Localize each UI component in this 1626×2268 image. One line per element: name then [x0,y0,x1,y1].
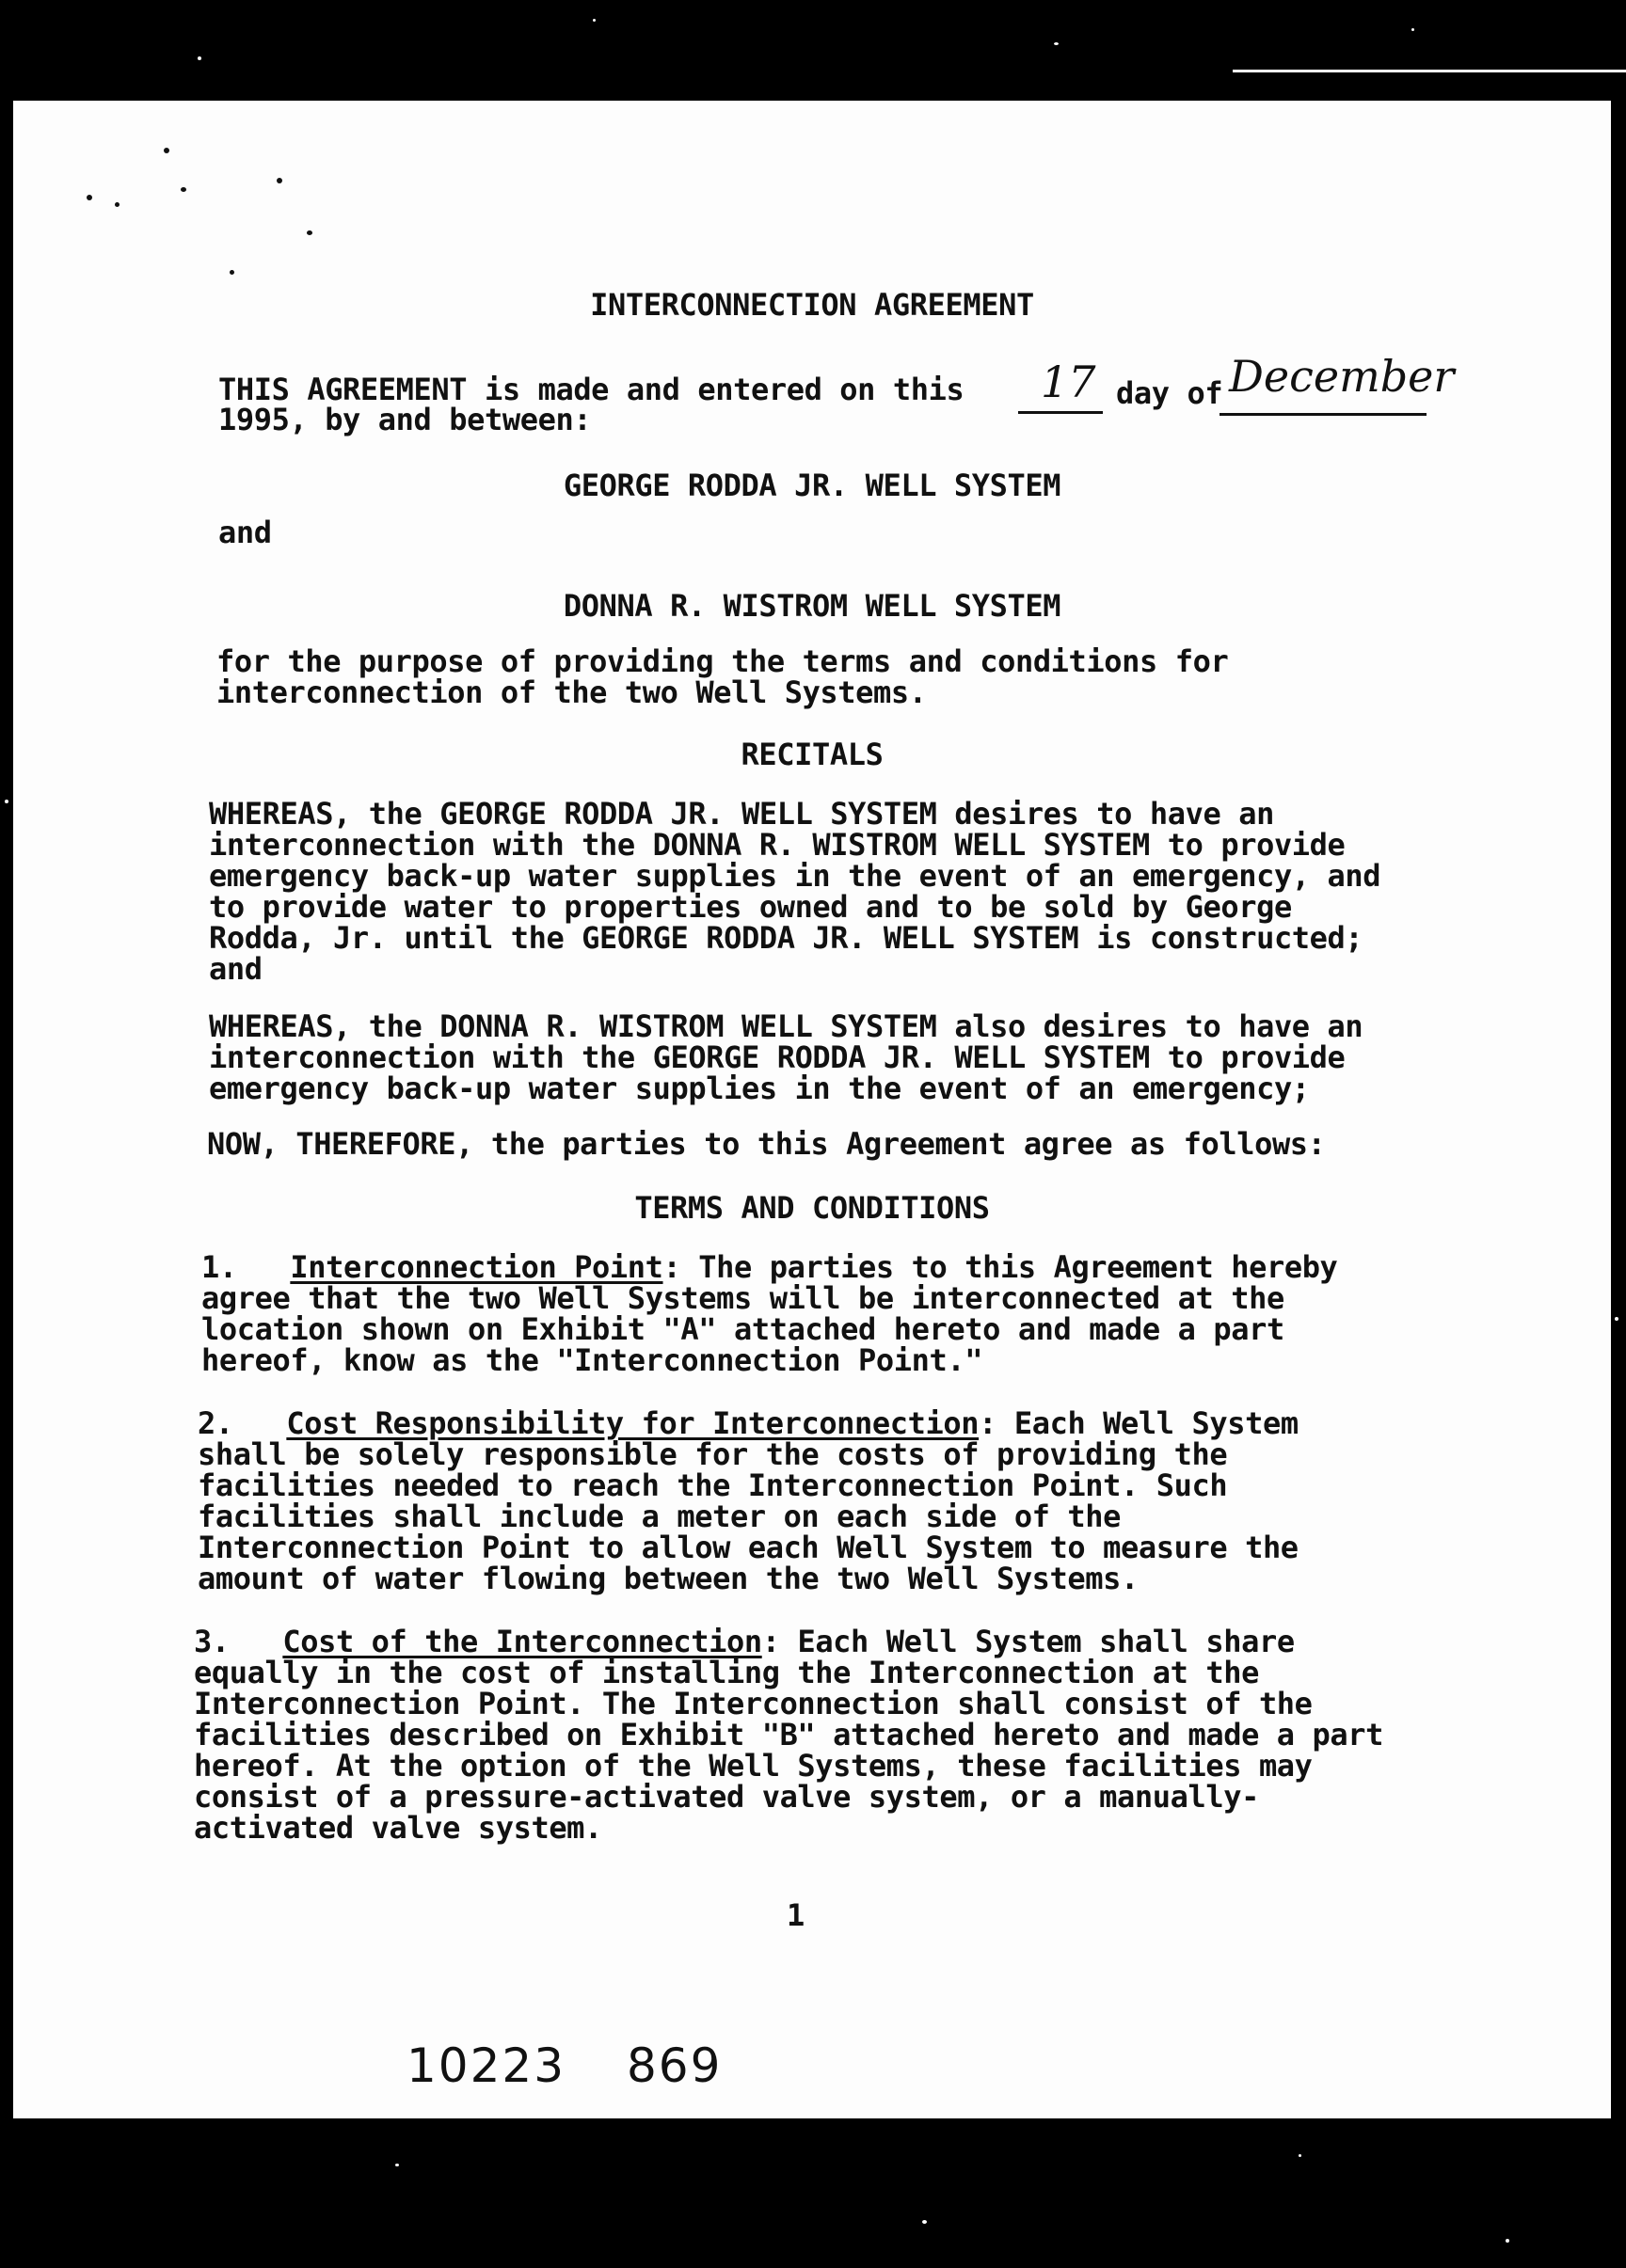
section-line: shall be solely responsible for the costs of providing the [198,1436,1228,1472]
section-3-number: 3. [194,1624,230,1659]
document-page [13,101,1611,2118]
section-line: location shown on Exhibit "A" attached hereto and made a part [201,1311,1284,1347]
section-line: activated valve system. [194,1810,602,1846]
section-line: agree that the two Well Systems will be interconnected at the [201,1280,1284,1316]
scan-speck [230,270,234,275]
document-id-stamp-2: 869 [627,2038,723,2093]
section-3-rest: : Each Well System shall share [761,1624,1295,1659]
scan-speck [1615,1317,1618,1321]
section-3 [194,1626,1417,1844]
scan-speck [593,19,596,22]
scan-speck [922,2220,927,2224]
day-underline [1018,411,1103,414]
recital-2 [209,1008,1432,1106]
handwritten-day: 17 [1041,357,1096,407]
recital-line: emergency back-up water supplies in the event of an emergency; [209,1071,1310,1106]
party-1: GEORGE RODDA JR. WELL SYSTEM [563,468,1061,503]
intro-day-of: day of [1116,375,1223,411]
section-1-heading: Interconnection Point [290,1249,663,1285]
section-3-first-line [194,1626,1417,1657]
recital-line: WHEREAS, the GEORGE RODDA JR. WELL SYSTEM desires to have an [209,796,1274,832]
scan-speck [277,178,282,183]
purpose-paragraph [216,643,1440,710]
party-2: DONNA R. WISTROM WELL SYSTEM [563,588,1061,624]
intro-prefix: THIS AGREEMENT is made and entered on this [218,372,964,407]
scan-speck [307,230,312,235]
section-line: Interconnection Point to allow each Well System to measure the [198,1530,1299,1565]
document-title: INTERCONNECTION AGREEMENT [590,287,1034,323]
scan-speck [1054,42,1059,45]
section-1-rest: : The parties to this Agreement hereby [662,1249,1338,1285]
scan-speck [395,2164,399,2166]
scan-speck [1299,2154,1301,2157]
scan-speck [181,187,186,192]
purpose-line: for the purpose of providing the terms and conditions for [216,643,1229,679]
scan-speck [1411,28,1414,31]
recital-line: and [209,951,263,987]
section-3-heading: Cost of the Interconnection [282,1624,762,1659]
section-2-heading: Cost Responsibility for Interconnection [286,1405,980,1441]
therefore-line: NOW, THEREFORE, the parties to this Agreement agree as follows: [207,1126,1326,1162]
section-line: amount of water flowing between the two Well Systems. [198,1561,1139,1596]
section-1-number: 1. [201,1249,237,1285]
section-2 [198,1405,1421,1596]
scan-line [1233,70,1626,72]
scan-speck [87,195,92,200]
recital-line: Rodda, Jr. until the GEORGE RODDA JR. WELL SYSTEM is constructed; [209,920,1363,956]
recital-line: interconnection with the GEORGE RODDA JR. WELL SYSTEM to provide [209,1039,1346,1075]
page-number: 1 [787,1897,805,1933]
section-2-first-line [198,1405,1421,1441]
section-line: hereof. At the option of the Well Systems, these facilities may [194,1748,1313,1784]
and-word: and [218,515,272,550]
section-line: hereof, know as the "Interconnection Point." [201,1342,983,1378]
section-line: consist of a pressure-activated valve system, or a manually- [194,1779,1259,1815]
section-1-first-line [201,1249,1425,1285]
scan-speck [198,56,201,60]
handwritten-month: December [1229,351,1455,402]
scan-speck [5,800,8,803]
section-line: facilities needed to reach the Interconnection Point. Such [198,1467,1228,1503]
document-id-stamp-1: 10223 [406,2038,566,2093]
section-1 [201,1249,1425,1378]
recital-line: interconnection with the DONNA R. WISTROM WELL SYSTEM to provide [209,827,1346,863]
section-line: Interconnection Point. The Interconnection shall consist of the [194,1686,1313,1721]
recitals-heading: RECITALS [741,737,884,772]
section-2-rest: : Each Well System [979,1405,1299,1441]
recital-line: emergency back-up water supplies in the event of an emergency, and [209,858,1381,894]
recital-line: WHEREAS, the DONNA R. WISTROM WELL SYSTEM also desires to have an [209,1008,1363,1044]
intro-line-2: 1995, by and between: [218,402,592,437]
scan-speck [164,148,169,153]
section-2-number: 2. [198,1405,233,1441]
section-line: facilities shall include a meter on each side of the [198,1499,1122,1534]
month-underline [1220,413,1427,416]
scan-speck [115,202,120,207]
scan-speck [1506,2239,1509,2243]
recital-line: to provide water to properties owned and to be sold by George [209,889,1292,925]
purpose-line: interconnection of the two Well Systems. [216,674,927,710]
terms-heading: TERMS AND CONDITIONS [634,1190,990,1226]
section-line: equally in the cost of installing the Interconnection at the [194,1655,1259,1690]
recital-1 [209,796,1432,987]
section-line: facilities described on Exhibit "B" attached hereto and made a part [194,1717,1383,1753]
